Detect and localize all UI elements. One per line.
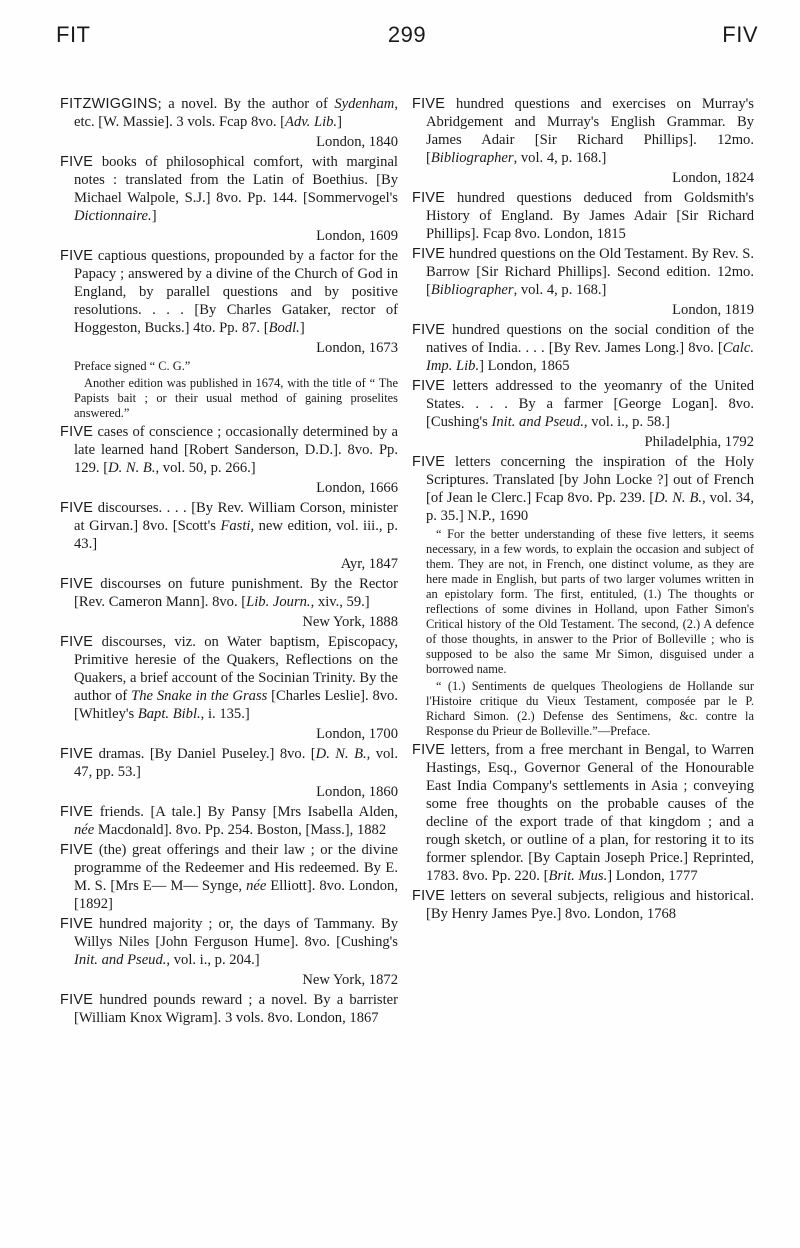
- catalog-entry: [412, 453, 754, 525]
- catalog-entry: [60, 841, 398, 913]
- entry-heading: FIVE: [60, 842, 94, 858]
- catalog-entry: [412, 377, 754, 431]
- entry-text: (the) great offerings and their law ; or the divine programme of the Redeemer and His redeemed. By E. M. S. [Mrs E— M— Synge,: [74, 842, 398, 894]
- entry-italic-title: Sydenham: [334, 96, 395, 112]
- entry-reference: Adv. Lib.: [285, 114, 338, 130]
- entry-imprint: London, 1666: [316, 480, 398, 496]
- entry-heading: FIVE: [60, 576, 94, 592]
- entry-text: , i. 135.]: [200, 706, 250, 722]
- entry-text: discourses on future punishment. By the Rector [Rev. Cameron Mann]. 8vo. [: [74, 576, 398, 610]
- entry-text: hundred pounds reward ; a novel. By a barrister [William Knox Wigram]. 3 vols. 8vo. London, 1867: [74, 992, 398, 1026]
- catalog-entry: [412, 741, 754, 885]
- entry-reference: Init. and Pseud.: [74, 952, 167, 968]
- entry-text: letters addressed to the yeomanry of the United States. . . . By a farmer [George Logan]. 8vo. [Cushing's: [426, 378, 754, 430]
- entry-imprint: New York, 1872: [302, 972, 398, 988]
- catalog-entry: [60, 745, 398, 781]
- entry-note: “ (1.) Sentiments de quelques Theologiens de Hollande sur l'Histoire critique du Vieux Testament, composée par le P. Richard Simon. (2.) Defense des Sentimens, &c. contre la Response du Prieur de Bolleville.”—Preface.: [426, 679, 754, 738]
- entry-reference: Calc. Imp. Lib.: [426, 340, 754, 374]
- catalog-entry: [60, 423, 398, 477]
- entry-imprint: London, 1824: [672, 170, 754, 186]
- entry-reference: Brit. Mus.: [548, 868, 608, 884]
- entry-heading: FIVE: [412, 742, 446, 758]
- entry-heading: FIVE: [412, 454, 446, 470]
- entry-text: ] London, 1777: [607, 868, 698, 884]
- entry-italic-title: née: [246, 878, 267, 894]
- left-column: [60, 95, 398, 1029]
- catalog-entry: [60, 153, 398, 225]
- catalog-entry: [412, 245, 754, 299]
- entry-imprint: New York, 1888: [302, 614, 398, 630]
- entry-text: Elliott]. 8vo. London, [1892]: [74, 878, 398, 912]
- entry-italic-title: The Snake in the Grass: [131, 688, 268, 704]
- entry-text: ]: [337, 114, 342, 130]
- entry-imprint: London, 1819: [672, 302, 754, 318]
- entry-imprint: London, 1673: [316, 340, 398, 356]
- catalog-entry: [60, 991, 398, 1027]
- entry-imprint: London, 1609: [316, 228, 398, 244]
- entry-text: captious questions, propounded by a factor for the Papacy ; answered by a divine of the Church of God in England, by parallel questions and by positive resolutions. . . . [By Charles Gataker, rector of Hoggeston, Bucks.] 4to. Pp. 87. [: [74, 248, 398, 336]
- entry-heading: FIVE: [60, 916, 94, 932]
- entry-reference: Bibliographer: [430, 282, 514, 298]
- header-right-guide: FIV: [722, 22, 758, 47]
- entry-heading: FIVE: [60, 500, 94, 516]
- entry-text: Macdonald]. 8vo. Pp. 254. Boston, [Mass.], 1882: [94, 822, 387, 838]
- entry-text: hundred questions and exercises on Murray's Abridgement and Murray's English Grammar. By James Adair [Sir Richard Phillips]. 12mo. [: [426, 96, 754, 166]
- entry-reference: D. N. B.: [108, 460, 156, 476]
- entry-imprint: London, 1700: [316, 726, 398, 742]
- catalog-entry: [60, 575, 398, 611]
- entry-text: [Charles Leslie]. 8vo. [Whitley's: [74, 688, 398, 722]
- entry-text: , xiv., 59.]: [310, 594, 370, 610]
- entry-heading: FIVE: [412, 378, 446, 394]
- entry-text: , vol. 50, p. 266.]: [155, 460, 256, 476]
- catalog-entry: [412, 887, 754, 923]
- entry-heading: FIVE: [60, 992, 94, 1008]
- entry-imprint: London, 1840: [316, 134, 398, 150]
- entry-text: , etc. [W. Massie]. 3 vols. Fcap 8vo. [: [74, 96, 398, 130]
- entry-text: books of philosophical comfort, with marginal notes : translated from the Latin of Boethius. [By Michael Walpole, S.J.] 8vo. Pp. 144. [Sommervogel's: [74, 154, 398, 206]
- entry-text: , new edition, vol. iii., p. 43.]: [74, 518, 398, 552]
- entry-text: hundred questions on the Old Testament. By Rev. S. Barrow [Sir Richard Phillips]. Second edition. 12mo. [: [426, 246, 754, 298]
- entry-note: Preface signed “ C. G.”: [74, 359, 191, 373]
- entry-reference: Dictionnaire.: [74, 208, 152, 224]
- entry-text: , vol. i., p. 204.]: [166, 952, 260, 968]
- page-number: 299: [387, 22, 427, 47]
- entry-heading: FIVE: [412, 246, 446, 262]
- entry-text: hundred majority ; or, the days of Tammany. By Willys Niles [John Ferguson Hume]. 8vo. [Cushing's: [74, 916, 398, 950]
- entry-imprint: Philadelphia, 1792: [644, 434, 754, 450]
- entry-text: , vol. 47, pp. 53.]: [74, 746, 399, 780]
- entry-reference: Init. and Pseud.: [491, 414, 584, 430]
- entry-heading: FIVE: [60, 746, 94, 762]
- entry-heading: FIVE: [412, 322, 446, 338]
- entry-reference: D. N. B.: [315, 746, 367, 762]
- entry-reference: Bapt. Bibl.: [137, 706, 201, 722]
- header-left-guide: FIT: [56, 22, 91, 47]
- running-header: [56, 22, 758, 52]
- catalog-entry: [60, 803, 398, 839]
- entry-reference: Bibliographer: [430, 150, 514, 166]
- entry-imprint: London, 1860: [316, 784, 398, 800]
- entry-text: discourses. . . . [By Rev. William Corson, minister at Girvan.] 8vo. [Scott's: [74, 500, 398, 534]
- catalog-entry: [412, 321, 754, 375]
- entry-heading: FITZWIGGINS: [60, 96, 158, 112]
- entry-text: hundred questions on the social condition of the natives of India. . . . [By Rev. James Long.] 8vo. [: [426, 322, 754, 356]
- entry-reference: Bodl.: [268, 320, 300, 336]
- entry-heading: FIVE: [60, 154, 94, 170]
- entry-text: discourses, viz. on Water baptism, Episcopacy, Primitive heresie of the Quakers, Reflections on the Quakers, a brief account of the Socinian Trinity. By the author of: [74, 634, 398, 704]
- entry-text: letters, from a free merchant in Bengal, to Warren Hastings, Esq., Governor General of the Honourable East India Company's settlements in Asia ; conveying some free thoughts on the probable causes of the decline of the export trade of that kingdom ; and a rough sketch, or outline of a plan, for restoring it to its former splendor. [By Captain Joseph Price.] Reprinted, 1783. 8vo. Pp. 220. [: [426, 742, 754, 884]
- entry-heading: FIVE: [60, 634, 94, 650]
- entry-reference: Lib. Journ.: [246, 594, 311, 610]
- catalog-entry: [60, 499, 398, 553]
- entry-heading: FIVE: [412, 888, 446, 904]
- entry-text: cases of conscience ; occasionally determined by a late learned hand [Robert Sanderson, D.D.]. 8vo. Pp. 129. [: [74, 424, 398, 476]
- entry-heading: FIVE: [60, 424, 94, 440]
- catalog-entry: [60, 633, 398, 723]
- right-column: [412, 95, 754, 925]
- entry-text: ] London, 1865: [479, 358, 570, 374]
- catalog-entry: [60, 95, 398, 131]
- entry-text: , vol. 4, p. 168.]: [513, 150, 607, 166]
- entry-text: , vol. 34, p. 35.] N.P., 1690: [426, 490, 755, 524]
- entry-text: ]: [151, 208, 157, 224]
- entry-italic-title: née: [74, 822, 95, 838]
- catalog-entry: [60, 247, 398, 337]
- entry-imprint: Ayr, 1847: [340, 556, 398, 572]
- entry-text: ; a novel. By the author of: [157, 96, 335, 112]
- entry-text: ]: [299, 320, 305, 336]
- entry-heading: FIVE: [412, 96, 446, 112]
- entry-note: Another edition was published in 1674, with the title of “ The Papists bait ; or their usual method of gaining proselites answered.”: [74, 376, 398, 420]
- entry-reference: Fasti: [220, 518, 251, 534]
- entry-note: “ For the better understanding of these five letters, it seems necessary, in a few words, to explain the occasion and subject of them. They are not, in French, one distinct volume, as they are here made in English, but parts of two larger volumes written in an epistolary form. The first, entituled, (1.) The thoughts or reflections of some divines in Holland, upon Father Simon's Critical history of the Old Testament. The second, (2.) A defence of those thoughts, in answer to the Prior of Bolleville ; who is supposed to be also the same Mr Simon, disguised under a borrowed name.: [426, 527, 754, 676]
- entry-text: hundred questions deduced from Goldsmith's History of England. By James Adair [Sir Richard Phillips]. Fcap 8vo. London, 1815: [426, 190, 754, 242]
- entry-text: letters on several subjects, religious and historical. [By Henry James Pye.] 8vo. London, 1768: [426, 888, 754, 922]
- entry-heading: FIVE: [412, 190, 446, 206]
- catalog-entry: [412, 95, 754, 167]
- entry-heading: FIVE: [60, 248, 94, 264]
- catalog-entry: [412, 189, 754, 243]
- entry-text: friends. [A tale.] By Pansy [Mrs Isabella Alden,: [93, 804, 398, 820]
- catalog-entry: [60, 915, 398, 969]
- entry-text: , vol. 4, p. 168.]: [513, 282, 607, 298]
- entry-heading: FIVE: [60, 804, 94, 820]
- entry-text: dramas. [By Daniel Puseley.] 8vo. [: [93, 746, 316, 762]
- entry-text: , vol. i., p. 58.]: [583, 414, 670, 430]
- entry-text: letters concerning the inspiration of the Holy Scriptures. Translated [by John Locke ?] out of French [of Jean le Clerc.] Fcap 8vo. Pp. 239. [: [426, 454, 754, 506]
- entry-reference: D. N. B.: [654, 490, 703, 506]
